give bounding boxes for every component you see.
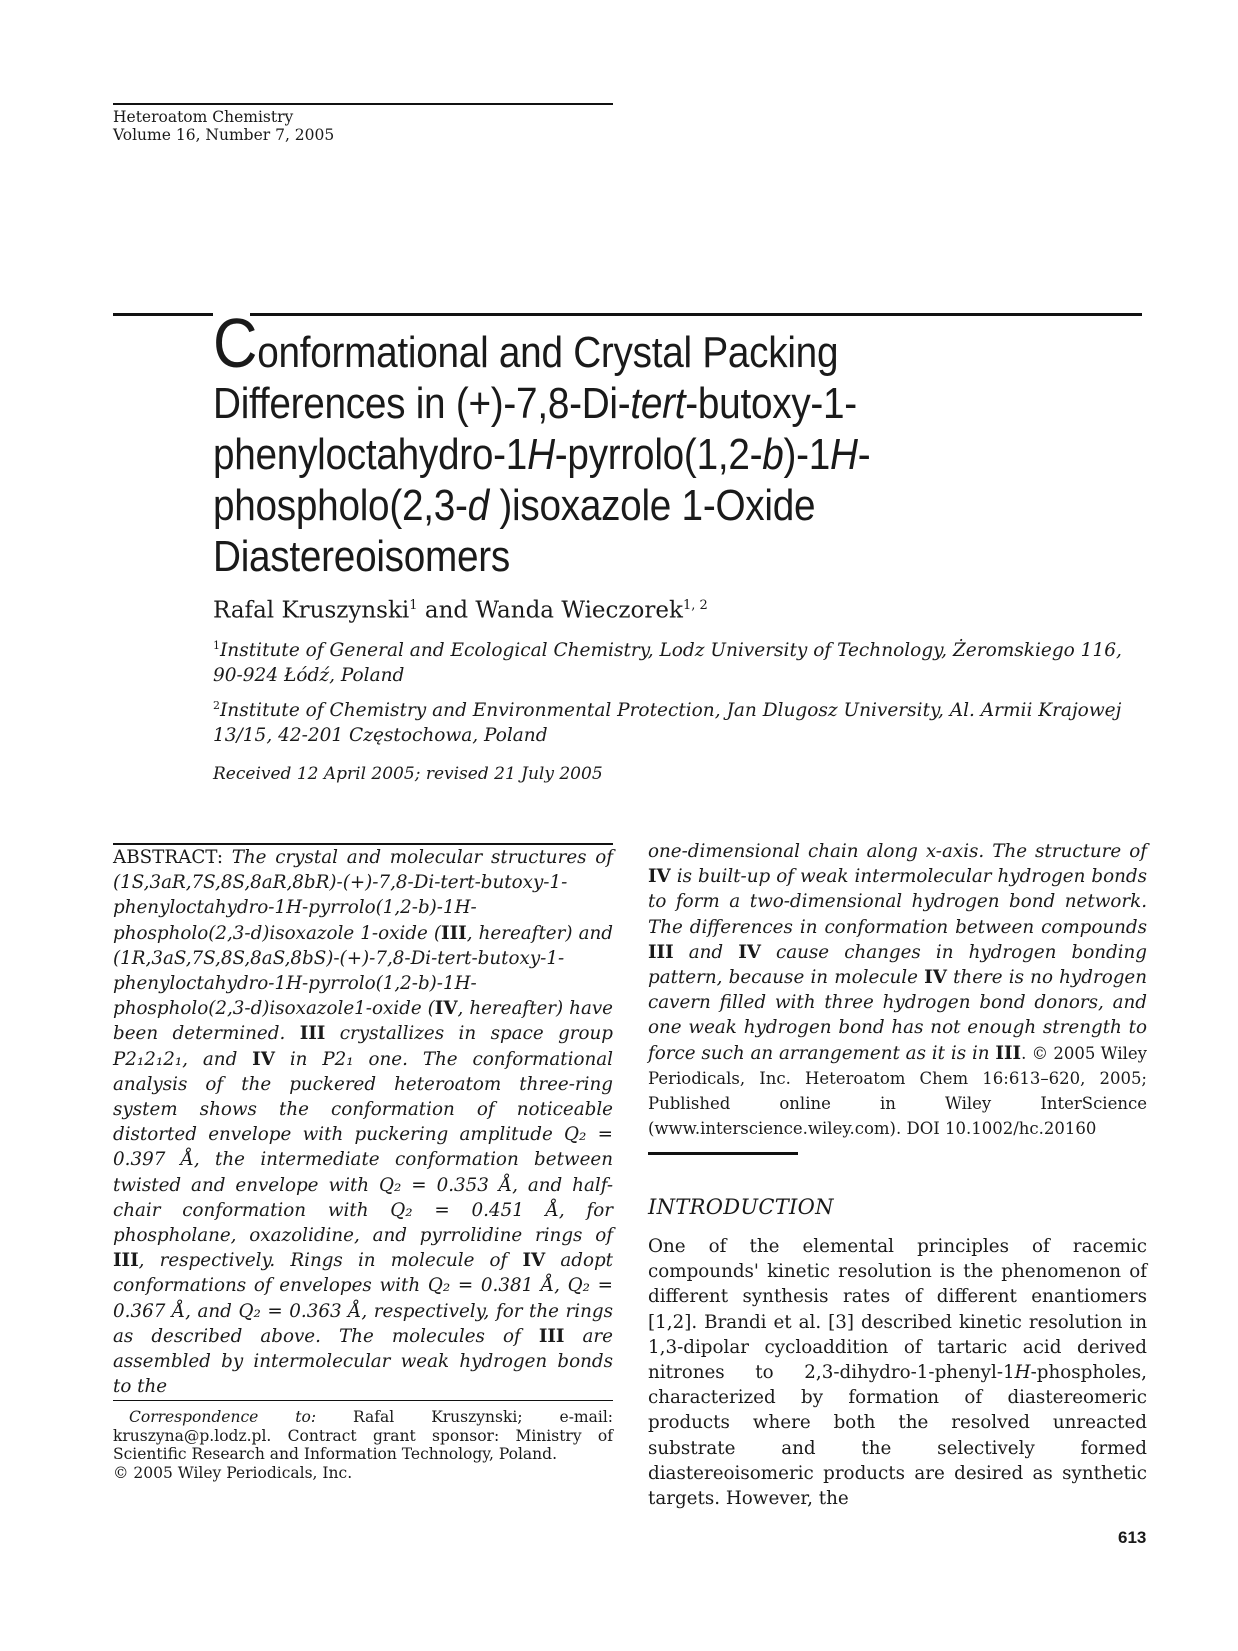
author-1: Rafal Kruszynski (213, 597, 410, 624)
citation-info: . © 2005 Wiley Periodicals, Inc. Heteroatom Chem 16:613–620, 2005; Published online in Wiley InterScience (www.interscience.wiley.com). DOI 10.1002/hc.20160 (648, 1043, 1147, 1139)
authors: Rafal Kruszynski$^1$ and Wanda Wieczorek$^{1, 2}$ (213, 597, 708, 624)
footnote-rule (113, 1400, 613, 1401)
introduction-heading: INTRODUCTION (648, 1195, 834, 1219)
title-rule-left (113, 313, 213, 316)
journal-volume: Volume 16, Number 7, 2005 (113, 126, 335, 144)
article-title (213, 304, 1058, 582)
title-drop-cap: C (213, 304, 258, 382)
affiliation-1: $^1$Institute of General and Ecological Chemistry, Lodz University of Technology, Żeromskiego 116, 90-924 Łódź, Poland (213, 639, 1122, 686)
correspondence-footnote: Correspondence to: Rafal Kruszynski; e-mail: kruszyna@p.lodz.pl. Contract grant sponsor: Ministry of Scientific Research and Information Technology, Poland. © 2005 Wiley Periodicals, Inc. (113, 1408, 614, 1482)
title-line-3: phenyloctahydro-1H-pyrrolo(1,2-b)-1H- (213, 430, 871, 479)
abstract-label: ABSTRACT: (113, 847, 232, 868)
page-number: 613 (1118, 1528, 1147, 1547)
author-2: and Wanda Wieczorek (417, 597, 683, 624)
abstract-continued: one-dimensional chain along x-axis. The structure of IV is built-up of weak intermolecular hydrogen bonds to form a two-dimensional hydrogen bond network. The differences in conformation between compounds III and IV cause changes in hydrogen bonding pattern, because in molecule IV there is no hydrogen cavern filled with three hydrogen bond donors, and one weak hydrogen bond has not enough strength to force such an arrangement as it is in III. © 2005 Wiley Periodicals, Inc. Heteroatom Chem 16:613–620, 2005; Published online in Wiley InterScience (www.interscience.wiley.com). DOI 10.1002/hc.20160 (648, 841, 1147, 1139)
title-line-4: phospholo(2,3-d )isoxazole 1-Oxide (213, 481, 816, 530)
title-line-2: Differences in (+)-7,8-Di-tert-butoxy-1- (213, 379, 857, 428)
introduction-text: One of the elemental principles of racemic compounds' kinetic resolution is the phenomenon of different synthesis rates of different enantiomers [1,2]. Brandi et al. [3] described kinetic resolution in 1,3-dipolar cycloaddition of tartaric acid derived nitrones to 2,3-dihydro-1-phenyl-1H-phospholes, characterized by formation of diastereomeric products where both the resolved unreacted substrate and the selectively formed diastereoisomeric products are desired as synthetic targets. However, the (648, 1236, 1147, 1510)
header-rule (113, 103, 613, 105)
journal-name: Heteroatom Chemistry (113, 108, 294, 126)
received-date: Received 12 April 2005; revised 21 July 2005 (213, 764, 603, 784)
footnote-copyright: © 2005 Wiley Periodicals, Inc. (113, 1463, 353, 1482)
title-rule-right (250, 313, 1142, 316)
title-line-1: Conformational and Crystal Packing (213, 304, 839, 382)
section-rule (648, 1152, 798, 1155)
journal-header (113, 108, 334, 144)
affiliation-2: $^2$Institute of Chemistry and Environmental Protection, Jan Dlugosz University, Al. Armii Krajowej 13/15, 42-201 Częstochowa, Poland (213, 699, 1122, 746)
abstract: ABSTRACT: The crystal and molecular structures of (1S,3aR,7S,8S,8aR,8bR)-(+)-7,8-Di-tert-butoxy-1-phenyloctahydro-1H-pyrrolo(1,2-b)-1H-phospholo(2,3-d)isoxazole 1-oxide (III, hereafter) and (1R,3aS,7S,8S,8aS,8bS)-(+)-7,8-Di-tert-butoxy-1-phenyloctahydro-1H-pyrrolo(1,2-b)-1H-phospholo(2,3-d)isoxazole1-oxide (IV, hereafter) have been determined. III crystallizes in space group P2₁2₁2₁, and IV in P2₁ one. The conformational analysis of the puckered heteroatom three-ring system shows the conformation of noticeable distorted envelope with puckering amplitude Q₂ = 0.397 Å, the intermediate conformation between twisted and envelope with Q₂ = 0.353 Å, and half-chair conformation with Q₂ = 0.451 Å, for phospholane, oxazolidine, and pyrrolidine rings of III, respectively. Rings in molecule of IV adopt conformations of envelopes with Q₂ = 0.381 Å, Q₂ = 0.367 Å, and Q₂ = 0.363 Å, respectively, for the rings as described above. The molecules of III are assembled by intermolecular weak hydrogen bonds to the (113, 847, 613, 1398)
title-line-5: Diastereoisomers (213, 532, 511, 581)
